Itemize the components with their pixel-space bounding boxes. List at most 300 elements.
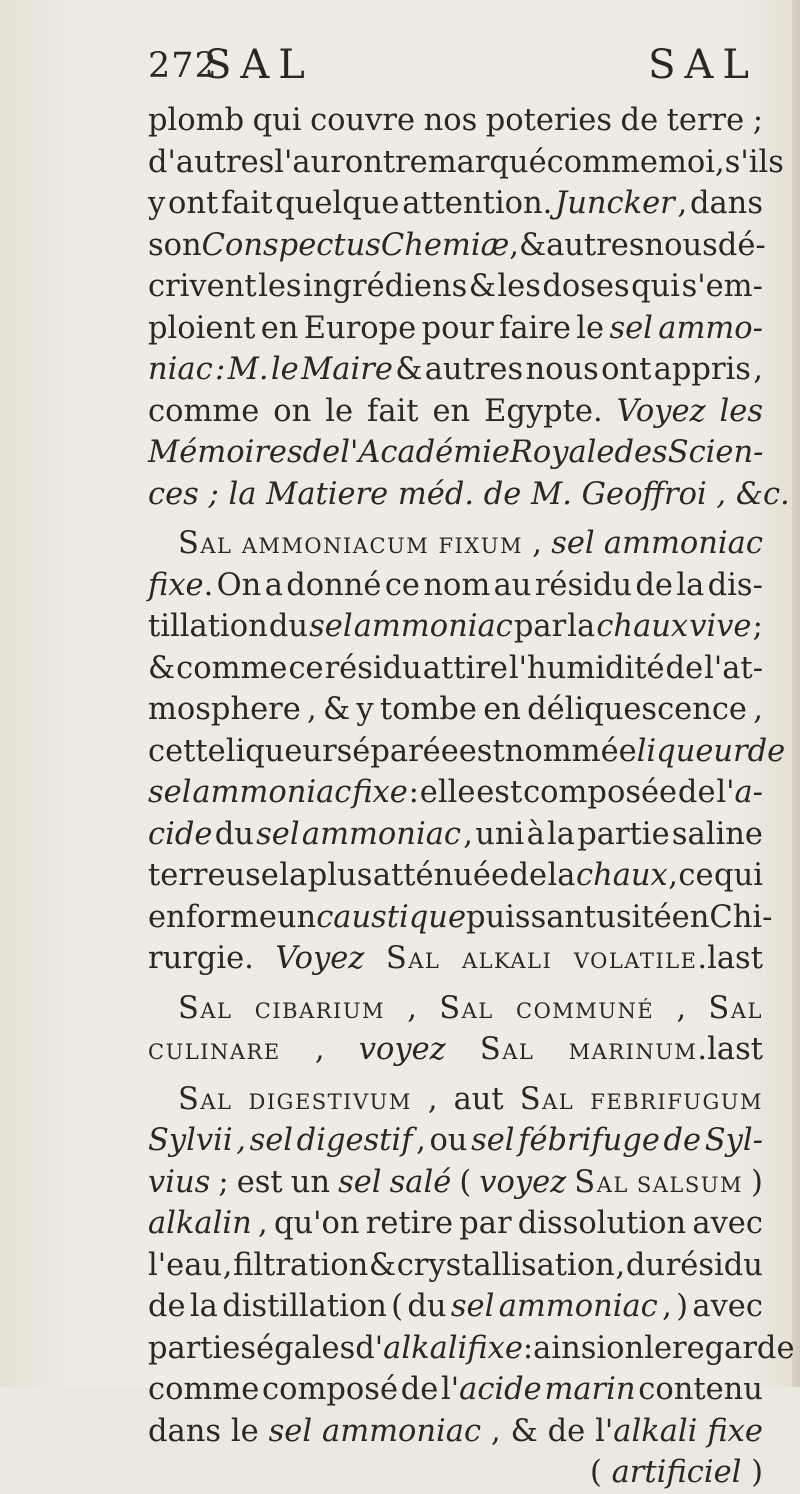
roman-text: ont	[601, 352, 652, 387]
roman-text: autres	[424, 352, 524, 387]
word	[475, 814, 524, 856]
word	[420, 772, 476, 814]
word	[222, 1286, 387, 1328]
word	[297, 1120, 413, 1162]
word	[708, 565, 763, 607]
word	[271, 349, 299, 391]
word	[751, 1162, 763, 1204]
text-line	[148, 648, 763, 690]
italic-text: ces ; la Matiere méd. de M. Geoffroi , &c.	[148, 476, 790, 512]
roman-text: la	[676, 567, 705, 603]
roman-text: de	[665, 650, 704, 686]
word	[705, 1120, 763, 1162]
word	[385, 565, 420, 607]
word	[178, 523, 233, 565]
roman-text: .	[203, 567, 214, 603]
small-caps-text: Sal	[574, 1164, 629, 1200]
word	[509, 855, 547, 897]
word	[555, 183, 675, 225]
italic-text: alkali	[613, 1413, 698, 1449]
text-line	[148, 1203, 763, 1245]
roman-text: attention.	[402, 186, 553, 221]
word	[635, 565, 673, 607]
roman-text: .	[697, 1032, 708, 1067]
small-caps-text: communé	[516, 990, 655, 1026]
word	[753, 606, 763, 648]
word	[596, 897, 671, 939]
roman-text: ,	[416, 1123, 426, 1158]
word	[631, 266, 680, 308]
roman-text: ,	[314, 1032, 325, 1067]
roman-text: y	[148, 186, 166, 221]
italic-text: Juncker	[555, 186, 675, 221]
word	[546, 225, 644, 267]
word	[148, 814, 212, 856]
roman-text: quelque	[275, 186, 400, 221]
roman-text: on	[606, 1330, 645, 1366]
roman-text: à	[526, 816, 545, 852]
text-line	[148, 814, 763, 856]
text-line	[148, 988, 763, 1030]
word	[509, 225, 519, 267]
word	[510, 432, 615, 474]
text-line	[148, 432, 763, 474]
word	[148, 772, 191, 814]
word	[471, 1120, 514, 1162]
word	[148, 100, 244, 142]
roman-text: mosphere	[148, 692, 301, 727]
word	[315, 1029, 325, 1071]
roman-text: ;	[752, 609, 763, 644]
text-line	[148, 100, 763, 142]
roman-text: qu'on	[273, 1206, 360, 1241]
word	[192, 772, 351, 814]
word	[148, 1203, 252, 1245]
word	[614, 432, 667, 474]
roman-text: l'	[441, 1372, 460, 1407]
roman-text: ,	[662, 1289, 672, 1324]
roman-text: de	[635, 567, 673, 603]
roman-text: nommée	[504, 733, 637, 769]
small-caps-text: alkali	[461, 941, 553, 976]
roman-text: Chi-	[709, 899, 773, 935]
word	[202, 225, 381, 267]
roman-text: contenu	[638, 1372, 763, 1407]
word	[658, 308, 763, 350]
word	[148, 349, 213, 391]
roman-text: autres	[546, 227, 645, 263]
roman-text: Europe	[303, 310, 417, 346]
word	[423, 648, 508, 690]
roman-text: nom	[423, 567, 491, 603]
word	[373, 855, 509, 897]
word	[338, 1162, 381, 1204]
word	[148, 308, 255, 350]
text-line	[148, 1245, 763, 1287]
word	[148, 1245, 222, 1287]
italic-text: Royale	[509, 435, 615, 470]
word	[258, 266, 301, 308]
word	[459, 731, 505, 773]
word	[463, 814, 473, 856]
word	[190, 1286, 218, 1328]
roman-text: déliquescence	[527, 692, 747, 727]
roman-text: ,	[258, 1206, 268, 1241]
roman-text: &	[368, 1247, 397, 1283]
word	[666, 1245, 763, 1287]
page-edge	[792, 0, 800, 1387]
word	[438, 523, 523, 565]
word	[402, 183, 552, 225]
word	[236, 1120, 246, 1162]
word	[484, 391, 603, 433]
roman-text: dis-	[707, 567, 763, 603]
roman-text: nous	[644, 227, 718, 263]
word	[422, 308, 494, 350]
text-line	[148, 266, 763, 308]
word	[709, 897, 772, 939]
word	[148, 1411, 221, 1453]
text-line	[148, 1328, 795, 1370]
roman-text: ce	[678, 858, 714, 893]
roman-text: de	[547, 1413, 586, 1449]
small-caps-text: volatile	[573, 941, 698, 976]
italic-text: de	[747, 733, 786, 769]
italic-text: :	[215, 352, 226, 387]
roman-text: les	[497, 269, 541, 304]
word	[395, 142, 547, 184]
roman-text: composé	[262, 1372, 399, 1407]
running-head-right: SAL	[648, 42, 758, 88]
roman-text: ,	[222, 1247, 233, 1283]
italic-text: sel	[338, 1164, 382, 1200]
word	[148, 1328, 256, 1370]
text-line	[148, 897, 773, 939]
roman-text: en	[260, 310, 299, 346]
word	[596, 606, 688, 648]
word	[301, 349, 393, 391]
word	[692, 1203, 763, 1245]
word	[542, 266, 629, 308]
small-caps-text: fixum	[438, 526, 524, 561]
roman-text: la	[567, 609, 596, 644]
roman-text: le	[576, 310, 605, 346]
word	[148, 1029, 281, 1071]
word	[692, 1286, 763, 1328]
text-line	[148, 225, 766, 267]
italic-text: fixe	[352, 775, 408, 810]
roman-text: )	[676, 1289, 689, 1324]
word	[381, 225, 509, 267]
word	[467, 1328, 523, 1370]
word	[274, 142, 395, 184]
roman-text: tombe	[379, 692, 477, 727]
italic-text: sel	[450, 1289, 495, 1324]
word	[366, 1203, 453, 1245]
roman-text: &	[395, 352, 423, 387]
word	[416, 1120, 426, 1162]
word	[497, 266, 540, 308]
italic-text: Chemiæ	[380, 227, 510, 263]
word	[576, 855, 668, 897]
word	[547, 814, 575, 856]
roman-text: ,	[532, 526, 542, 561]
roman-text: ,	[668, 858, 678, 893]
word	[304, 308, 416, 350]
word	[658, 142, 715, 184]
roman-text: terre	[666, 103, 745, 138]
word	[654, 349, 751, 391]
text-line	[148, 1411, 763, 1453]
small-caps-text: marinum	[568, 1032, 698, 1067]
roman-text: liqueur	[225, 733, 337, 769]
roman-text: l'auront	[274, 144, 396, 180]
word	[148, 1162, 210, 1204]
roman-text: en	[148, 899, 186, 935]
roman-text: attire	[422, 650, 508, 686]
word	[218, 1162, 228, 1204]
roman-text: la	[189, 1289, 218, 1324]
word	[486, 100, 612, 142]
word	[310, 100, 415, 142]
italic-text: fixe	[148, 567, 204, 603]
roman-text: (	[459, 1164, 472, 1200]
word	[253, 100, 302, 142]
roman-text: remarqué	[395, 144, 547, 180]
word	[269, 606, 308, 648]
word	[574, 1162, 629, 1204]
roman-text: aut	[453, 1081, 504, 1117]
text-line	[148, 391, 763, 433]
text-line	[148, 772, 763, 814]
roman-text: crivent	[148, 269, 257, 304]
roman-text: ont	[167, 186, 219, 221]
word	[176, 648, 287, 690]
italic-text: ammoniac	[353, 609, 513, 644]
roman-text: ou	[429, 1123, 468, 1158]
italic-text: Scien-	[667, 435, 764, 470]
roman-text: du	[625, 1247, 666, 1283]
word	[390, 1162, 452, 1204]
word	[523, 1328, 533, 1370]
word	[148, 565, 213, 607]
word	[380, 689, 477, 731]
roman-text: de	[400, 1372, 439, 1407]
small-caps-text: Sal	[479, 1032, 535, 1067]
roman-text: crystallisation	[396, 1247, 615, 1283]
roman-text: ;	[218, 1164, 229, 1200]
word	[309, 606, 352, 648]
word	[637, 731, 748, 773]
roman-text: uni	[475, 816, 525, 852]
roman-text: moi	[657, 144, 716, 180]
word	[148, 938, 254, 980]
word	[307, 689, 317, 731]
word	[662, 1286, 672, 1328]
roman-text: rurgie.	[148, 941, 254, 976]
word	[644, 225, 717, 267]
word	[637, 1162, 743, 1204]
italic-text: niac	[148, 352, 213, 387]
roman-text: avec	[692, 1206, 763, 1241]
roman-text: du	[407, 1289, 447, 1324]
text-line	[148, 689, 763, 731]
roman-text: du	[268, 609, 309, 644]
roman-text: au	[493, 567, 532, 603]
text-line	[148, 183, 763, 225]
word	[678, 183, 688, 225]
roman-text: a	[264, 567, 283, 603]
roman-text: &	[510, 1413, 538, 1449]
running-head-left: SAL	[204, 42, 314, 88]
roman-text: dissolution	[517, 1206, 687, 1241]
text-line	[148, 731, 786, 773]
italic-text: alkalin	[148, 1206, 252, 1241]
word	[604, 523, 763, 565]
word	[226, 731, 337, 773]
word	[678, 855, 713, 897]
roman-text: ,	[407, 990, 417, 1026]
word	[569, 1029, 763, 1071]
word	[664, 1120, 702, 1162]
italic-text: a-	[734, 775, 763, 810]
italic-text: digestif	[296, 1123, 413, 1158]
page-header	[148, 42, 758, 92]
roman-text: partie	[577, 816, 670, 852]
italic-text: ammo-	[658, 310, 763, 346]
italic-text: ammoniac	[192, 775, 352, 810]
roman-text: )	[741, 1455, 763, 1490]
word	[518, 1120, 660, 1162]
italic-text: sel	[471, 1123, 515, 1158]
small-caps-text: Sal	[178, 526, 233, 561]
roman-text: fait	[221, 186, 273, 221]
roman-text: fait	[367, 393, 419, 429]
word	[535, 565, 632, 607]
word	[617, 391, 706, 433]
roman-text: résidu	[665, 1247, 763, 1283]
roman-text: terreuse	[148, 858, 279, 893]
word	[716, 772, 763, 814]
word	[148, 1369, 259, 1411]
roman-text: avec	[692, 1289, 763, 1324]
page-number: 272	[148, 46, 218, 86]
word	[356, 689, 373, 731]
word	[279, 855, 307, 897]
word	[523, 772, 677, 814]
paragraph-gap	[148, 515, 763, 523]
word	[340, 432, 510, 474]
word	[520, 1079, 575, 1121]
roman-text: de	[509, 858, 548, 893]
italic-text: le	[270, 352, 299, 387]
word	[148, 648, 175, 690]
word	[186, 897, 277, 939]
word	[626, 1245, 665, 1287]
word	[544, 1369, 635, 1411]
italic-text: chaux	[596, 609, 689, 644]
italic-text: artificiel	[611, 1455, 742, 1490]
word	[459, 1203, 511, 1245]
roman-text: ,	[463, 816, 473, 852]
roman-text: usité	[596, 899, 672, 935]
word	[275, 183, 399, 225]
word	[606, 1328, 644, 1370]
word	[676, 565, 704, 607]
roman-text: est	[458, 733, 505, 769]
word	[223, 1245, 233, 1287]
roman-text: last	[707, 941, 763, 976]
text-line	[148, 1079, 763, 1121]
small-caps-text: febrifugum	[590, 1081, 763, 1117]
small-caps-text: cibarium	[254, 990, 386, 1026]
italic-text: des	[614, 435, 668, 470]
italic-text: alkali	[383, 1330, 468, 1366]
word	[466, 897, 596, 939]
word	[479, 1162, 566, 1204]
word	[302, 814, 461, 856]
word	[148, 897, 186, 939]
roman-text: s'ils	[724, 144, 784, 180]
word	[459, 1162, 471, 1204]
word	[262, 1369, 398, 1411]
roman-text: ,	[427, 1081, 438, 1117]
word	[148, 731, 226, 773]
word	[505, 731, 637, 773]
small-caps-text: Sal	[178, 990, 233, 1026]
roman-text: parties	[148, 1330, 257, 1366]
italic-text: acide	[459, 1372, 542, 1407]
roman-text: regarde	[672, 1330, 795, 1366]
italic-text: voyez	[479, 1164, 567, 1200]
italic-text: chaux	[575, 858, 668, 893]
word	[250, 1120, 293, 1162]
word	[273, 391, 311, 433]
word	[178, 1079, 233, 1121]
roman-text: :	[522, 1330, 534, 1366]
word	[527, 689, 747, 731]
roman-text: ,	[677, 186, 688, 221]
word	[401, 1369, 439, 1411]
roman-text: l'	[595, 1413, 614, 1449]
roman-text: ingrédiens	[303, 269, 468, 304]
roman-text: ,	[490, 1413, 501, 1449]
roman-text: forme	[185, 899, 277, 935]
roman-text: tillation	[148, 609, 268, 644]
word	[148, 1120, 233, 1162]
word	[672, 814, 763, 856]
roman-text: qui	[252, 103, 302, 138]
word	[476, 772, 522, 814]
italic-text: fixe	[467, 1330, 523, 1366]
roman-text: ce	[384, 567, 420, 603]
roman-text: ,	[509, 227, 519, 263]
word	[228, 349, 269, 391]
word	[391, 1286, 403, 1328]
word	[275, 938, 364, 980]
roman-text: en	[483, 692, 521, 727]
word	[644, 1328, 672, 1370]
text-line	[148, 855, 763, 897]
text-line	[148, 1452, 763, 1494]
word	[323, 689, 350, 731]
roman-text: (	[590, 1455, 612, 1490]
roman-text: .	[697, 941, 708, 976]
small-caps-text: Sal	[439, 990, 494, 1026]
word	[678, 772, 716, 814]
word	[168, 183, 218, 225]
word	[308, 855, 373, 897]
